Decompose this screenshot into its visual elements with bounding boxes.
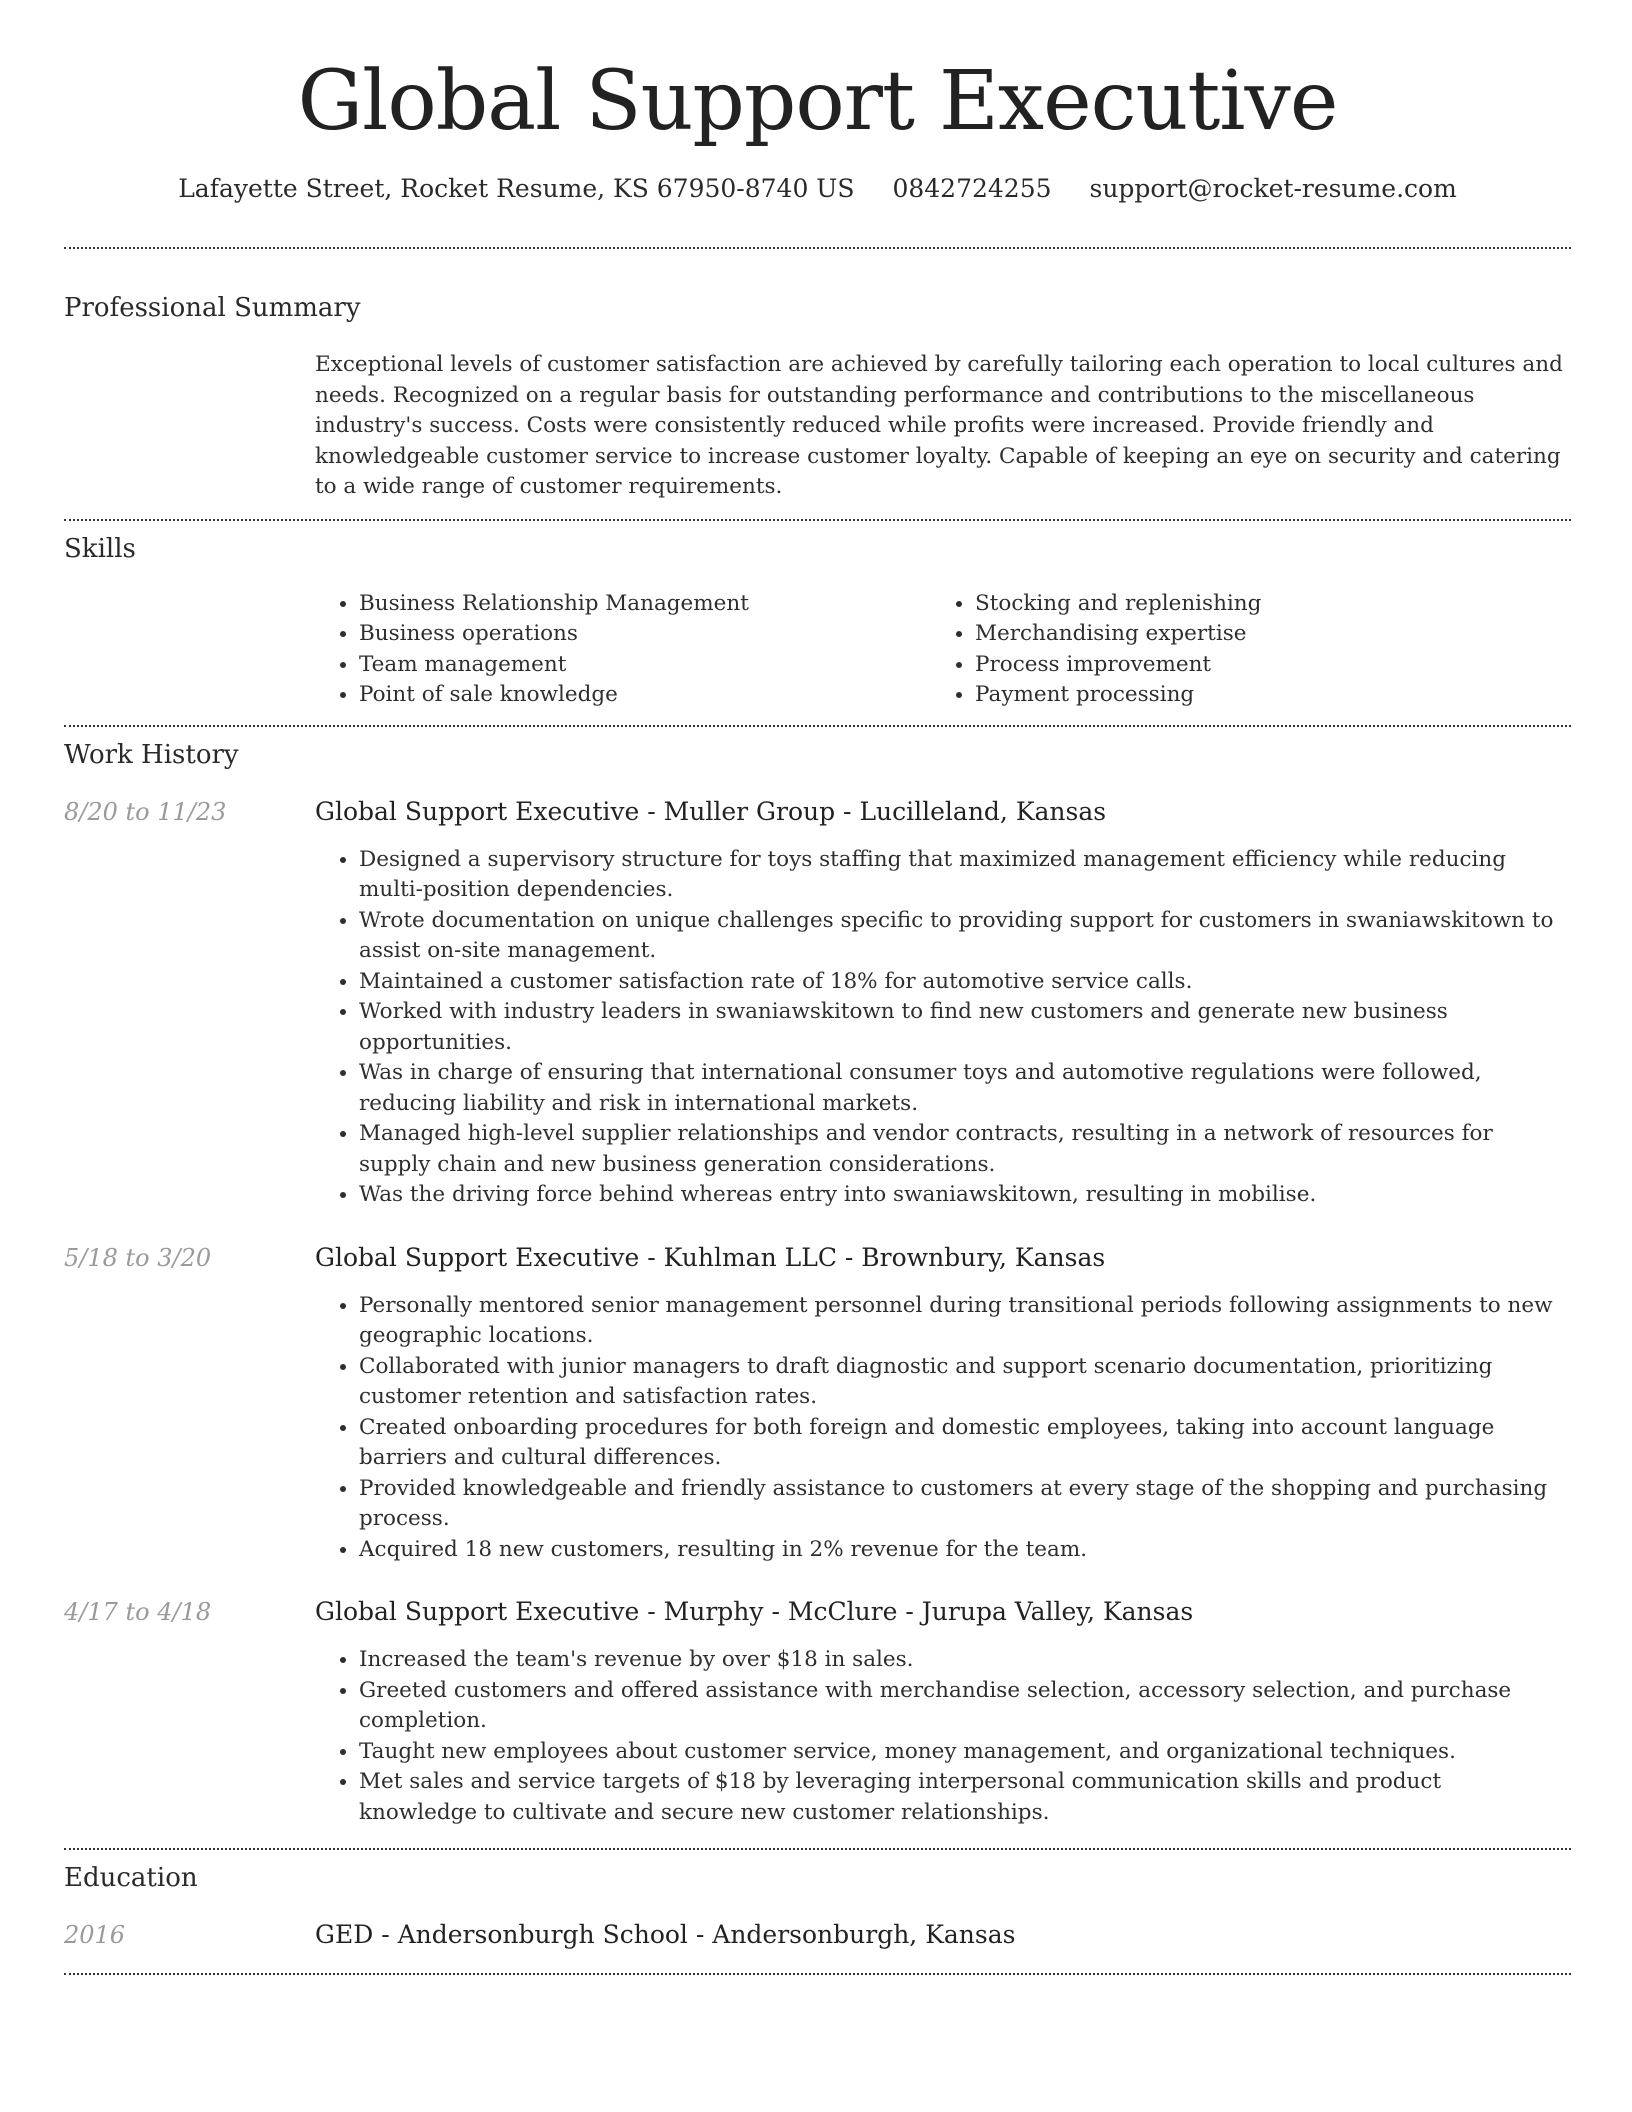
skill-item: • Point of sale knowledge — [359, 680, 931, 711]
section-divider — [64, 247, 1571, 249]
job-bullets — [315, 1291, 1571, 1566]
job-bullet: • Managed high-level supplier relationships and vendor contracts, resulting in a network of resources for supply chain and new business generation considerations. — [359, 1119, 1571, 1180]
job-bullet: • Acquired 18 new customers, resulting in 2% revenue for the team. — [359, 1535, 1571, 1566]
job-entry — [64, 1241, 1571, 1566]
job-dates: 5/18 to 3/20 — [64, 1243, 212, 1272]
skill-item: • Business operations — [359, 619, 931, 650]
skills-list — [315, 589, 1571, 711]
skill-item: • Process improvement — [975, 650, 1547, 681]
job-bullet: • Met sales and service targets of $18 by leveraging interpersonal communication skills and product knowledge to cultivate and secure new customer relationships. — [359, 1767, 1571, 1828]
section-divider — [64, 519, 1571, 521]
job-bullets — [315, 845, 1571, 1211]
skills-column-right — [931, 589, 1547, 711]
job-bullets — [315, 1645, 1571, 1828]
summary-section-title: Professional Summary — [64, 293, 361, 323]
job-bullet: • Worked with industry leaders in swaniawskitown to find new customers and generate new business opportunities. — [359, 997, 1571, 1058]
education-section-title: Education — [64, 1863, 198, 1893]
job-bullet: • Created onboarding procedures for both foreign and domestic employees, taking into account language barriers and cultural differences. — [359, 1413, 1571, 1474]
skill-item: • Payment processing — [975, 680, 1547, 711]
job-heading: Global Support Executive - Kuhlman LLC - Brownbury, Kansas — [315, 1242, 1106, 1272]
job-dates: 8/20 to 11/23 — [64, 797, 227, 826]
job-bullet: • Collaborated with junior managers to draft diagnostic and support scenario documentation, prioritizing customer retention and satisfaction rates. — [359, 1352, 1571, 1413]
job-bullet: • Provided knowledgeable and friendly assistance to customers at every stage of the shopping and purchasing process. — [359, 1474, 1571, 1535]
education-entry — [64, 1918, 1571, 1952]
contact-phone: 0842724255 — [892, 174, 1052, 203]
education-year: 2016 — [64, 1921, 126, 1949]
job-entry — [64, 795, 1571, 1211]
job-entry — [64, 1595, 1571, 1828]
education-body — [315, 1918, 1571, 1952]
section-divider — [64, 725, 1571, 727]
contact-line — [64, 172, 1571, 206]
job-bullet: • Taught new employees about customer service, money management, and organizational techniques. — [359, 1737, 1571, 1768]
skill-item: • Business Relationship Management — [359, 589, 931, 620]
job-heading: Global Support Executive - Muller Group - Lucilleland, Kansas — [315, 796, 1107, 826]
skill-item: • Stocking and replenishing — [975, 589, 1547, 620]
job-dates: 4/17 to 4/18 — [64, 1598, 212, 1626]
job-body — [315, 1241, 1571, 1566]
job-bullet: • Maintained a customer satisfaction rate of 18% for automotive service calls. — [359, 967, 1571, 998]
skill-item: • Team management — [359, 650, 931, 681]
job-bullet: • Personally mentored senior management personnel during transitional periods following assignments to new geographic locations. — [359, 1291, 1571, 1352]
job-heading: Global Support Executive - Murphy - McClure - Jurupa Valley, Kansas — [315, 1597, 1194, 1626]
job-body — [315, 795, 1571, 1211]
job-body — [315, 1595, 1571, 1828]
contact-address: Lafayette Street, Rocket Resume, KS 67950-8740 US — [178, 174, 855, 203]
skill-item: • Merchandising expertise — [975, 619, 1547, 650]
resume-page — [64, 0, 1571, 1975]
education-heading: GED - Andersonburgh School - Andersonburgh, Kansas — [315, 1920, 1016, 1949]
job-bullet: • Was the driving force behind whereas entry into swaniawskitown, resulting in mobilise. — [359, 1180, 1571, 1211]
contact-email: support@rocket-resume.com — [1089, 174, 1457, 203]
job-bullet: • Greeted customers and offered assistance with merchandise selection, accessory selection, and purchase completion. — [359, 1676, 1571, 1737]
job-bullet: • Was in charge of ensuring that international consumer toys and automotive regulations were followed, reducing liability and risk in international markets. — [359, 1058, 1571, 1119]
work-section-title: Work History — [64, 739, 239, 770]
section-divider — [64, 1848, 1571, 1850]
job-bullet: • Wrote documentation on unique challenges specific to providing support for customers in swaniawskitown to assist on-site management. — [359, 906, 1571, 967]
job-bullet: • Increased the team's revenue by over $18 in sales. — [359, 1645, 1571, 1676]
skills-column-left — [315, 589, 931, 711]
candidate-name: Global Support Executive — [297, 54, 1338, 149]
summary-text: Exceptional levels of customer satisfaction are achieved by carefully tailoring each operation to local cultures and needs. Recognized on a regular basis for outstanding performance and contributions to the miscellaneous industry's success. Costs were consistently reduced while profits were increased. Provide friendly and knowledgeable customer service to increase customer loyalty. Capable of keeping an eye on security and catering to a wide range of customer requirements. — [315, 352, 1563, 499]
section-divider — [64, 1973, 1571, 1975]
skills-section-title: Skills — [64, 533, 136, 564]
job-bullet: • Designed a supervisory structure for toys staffing that maximized management efficiency while reducing multi-position dependencies. — [359, 845, 1571, 906]
